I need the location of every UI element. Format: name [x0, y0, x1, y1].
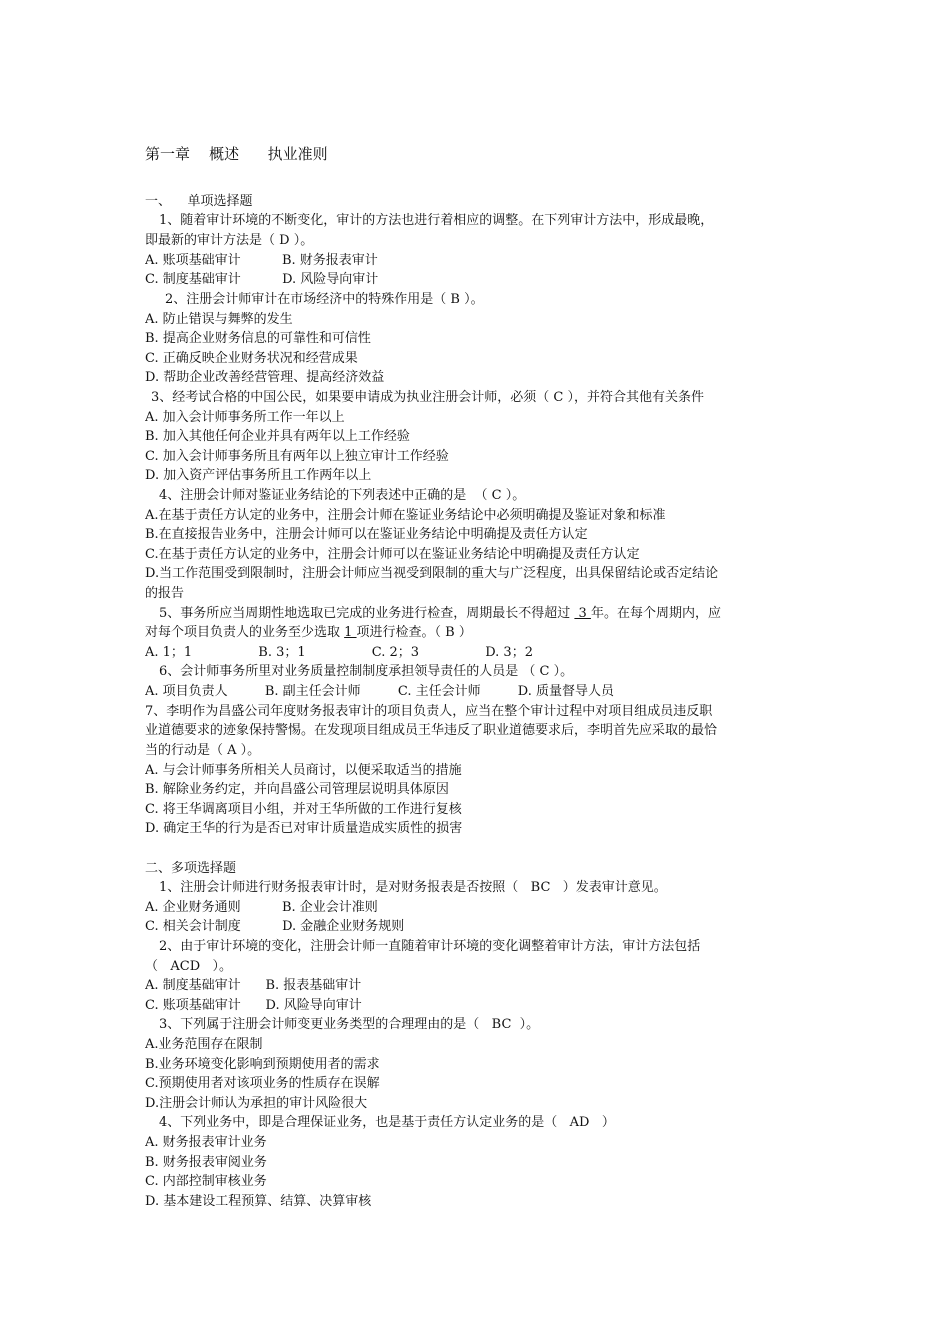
- s1-q5-stem2-pre: 对每个项目负责人的业务至少选取: [145, 625, 345, 640]
- s1-q5-stem-mid: 年。在每个周期内，应: [590, 606, 721, 621]
- s2-q3-option-c: C.预期使用者对该项业务的性质存在误解: [145, 1076, 380, 1091]
- s2-q3-option-d: D.注册会计师认为承担的审计风险很大: [145, 1096, 368, 1111]
- s2-q3-stem: 3、下列属于注册会计师变更业务类型的合理理由的是（ BC ）。: [159, 1017, 540, 1032]
- s2-q4-option-b: B. 财务报表审阅业务: [145, 1155, 267, 1170]
- s1-q5-blank-count: 1: [344, 625, 357, 640]
- s1-q4-option-d-line1: D.当工作范围受到限制时，注册会计师应当视受到限制的重大与广泛程度，出具保留结论或否定结论: [145, 566, 719, 581]
- s1-q4-option-a: A.在基于责任方认定的业务中，注册会计师在鉴证业务结论中必须明确提及鉴证对象和标准: [145, 508, 666, 523]
- s2-q3-option-b: B.业务环境变化影响到预期使用者的需求: [145, 1057, 380, 1072]
- s1-q5-options: A. 1；1 B. 3；1 C. 2；3 D. 3；2: [145, 645, 533, 660]
- s1-q4-option-c: C.在基于责任方认定的业务中，注册会计师可以在鉴证业务结论中明确提及责任方认定: [145, 547, 640, 562]
- s1-q6-options: A. 项目负责人 B. 副主任会计师 C. 主任会计师 D. 质量督导人员: [145, 684, 615, 699]
- s1-q4-stem: 4、注册会计师对鉴证业务结论的下列表述中正确的是 （ C ）。: [159, 488, 526, 503]
- s1-q5-stem2-post: 项进行检查。（ B ）: [356, 625, 472, 640]
- s1-q5-blank-period: 3: [574, 606, 591, 621]
- s1-q3-option-a: A. 加入会计师事务所工作一年以上: [145, 410, 345, 425]
- s2-q1-options-cd: C. 相关会计制度 D. 金融企业财务规则: [145, 919, 405, 934]
- s1-q2-option-c: C. 正确反映企业财务状况和经营成果: [145, 351, 358, 366]
- s1-q2-option-b: B. 提高企业财务信息的可靠性和可信性: [145, 331, 371, 346]
- s1-q1-stem-line1: 1、随着审计环境的不断变化，审计的方法也进行着相应的调整。在下列审计方法中，形成最晚，: [159, 213, 714, 228]
- s1-q7-stem-line3: 当的行动是（ A ）。: [145, 743, 261, 758]
- s2-q4-option-a: A. 财务报表审计业务: [145, 1135, 267, 1150]
- s1-q5-stem-pre: 5、事务所应当周期性地选取已完成的业务进行检查，周期最长不得超过: [159, 606, 575, 621]
- s1-q7-option-d: D. 确定王华的行为是否已对审计质量造成实质性的损害: [145, 821, 463, 836]
- s2-q4-option-c: C. 内部控制审核业务: [145, 1174, 267, 1189]
- s1-q1-options-ab: A. 账项基础审计 B. 财务报表审计: [145, 253, 378, 268]
- s2-q4-option-d: D. 基本建设工程预算、结算、决算审核: [145, 1194, 372, 1209]
- s1-q7-stem-line2: 业道德要求的迹象保持警惕。在发现项目组成员王华违反了职业道德要求后，李明首先应采取的最恰: [145, 723, 718, 738]
- s2-q2-stem-line2: （ ACD ）。: [145, 959, 233, 974]
- s1-q2-stem: 2、注册会计师审计在市场经济中的特殊作用是（ B ）。: [165, 292, 484, 307]
- s1-q7-option-c: C. 将王华调离项目小组，并对王华所做的工作进行复核: [145, 802, 462, 817]
- s2-q4-stem: 4、下列业务中，即是合理保证业务，也是基于责任方认定业务的是（ AD ）: [159, 1115, 615, 1130]
- s1-q4-option-d-line2: 的报告: [145, 586, 185, 601]
- s1-q3-option-b: B. 加入其他任何企业并具有两年以上工作经验: [145, 429, 410, 444]
- chapter-title: 第一章 概述 执业准则: [145, 145, 328, 163]
- s1-q3-option-d: D. 加入资产评估事务所且工作两年以上: [145, 468, 372, 483]
- s1-q2-option-d: D. 帮助企业改善经营管理、提高经济效益: [145, 370, 385, 385]
- s1-q3-stem: 3、经考试合格的中国公民，如果要申请成为执业注册会计师，必须（ C ），并符合其他有关条件: [151, 390, 704, 405]
- s1-q6-stem: 6、会计师事务所里对业务质量控制制度承担领导责任的人员是 （ C ）。: [159, 664, 574, 679]
- s1-q1-options-cd: C. 制度基础审计 D. 风险导向审计: [145, 272, 379, 287]
- s2-q3-option-a: A.业务范围存在限制: [145, 1037, 263, 1052]
- s1-q2-option-a: A. 防止错误与舞弊的发生: [145, 312, 293, 327]
- s2-q1-stem: 1、注册会计师进行财务报表审计时，是对财务报表是否按照（ BC ）发表审计意见。: [159, 880, 667, 895]
- s2-q2-options-cd: C. 账项基础审计 D. 风险导向审计: [145, 998, 362, 1013]
- s1-q5-stem-line1: [159, 604, 824, 623]
- section1-heading: 一、 单项选择题: [145, 194, 253, 209]
- s2-q2-options-ab: A. 制度基础审计 B. 报表基础审计: [145, 978, 362, 993]
- s1-q3-option-c: C. 加入会计师事务所且有两年以上独立审计工作经验: [145, 449, 449, 464]
- s1-q7-option-b: B. 解除业务约定，并向昌盛公司管理层说明具体原因: [145, 782, 449, 797]
- s1-q1-stem-line2: 即最新的审计方法是（ D ）。: [145, 233, 314, 248]
- s1-q7-option-a: A. 与会计师事务所相关人员商讨，以便采取适当的措施: [145, 763, 462, 778]
- s2-q1-options-ab: A. 企业财务通则 B. 企业会计准则: [145, 900, 378, 915]
- section2-heading: 二、多项选择题: [145, 861, 237, 876]
- s1-q5-stem-line2: [145, 623, 810, 642]
- s2-q2-stem-line1: 2、由于审计环境的变化，注册会计师一直随着审计环境的变化调整着审计方法，审计方法包括: [159, 939, 701, 954]
- s1-q7-stem-line1: 7、李明作为昌盛公司年度财务报表审计的项目负责人，应当在整个审计过程中对项目组成员违反职: [145, 704, 713, 719]
- s1-q4-option-b: B.在直接报告业务中，注册会计师可以在鉴证业务结论中明确提及责任方认定: [145, 527, 588, 542]
